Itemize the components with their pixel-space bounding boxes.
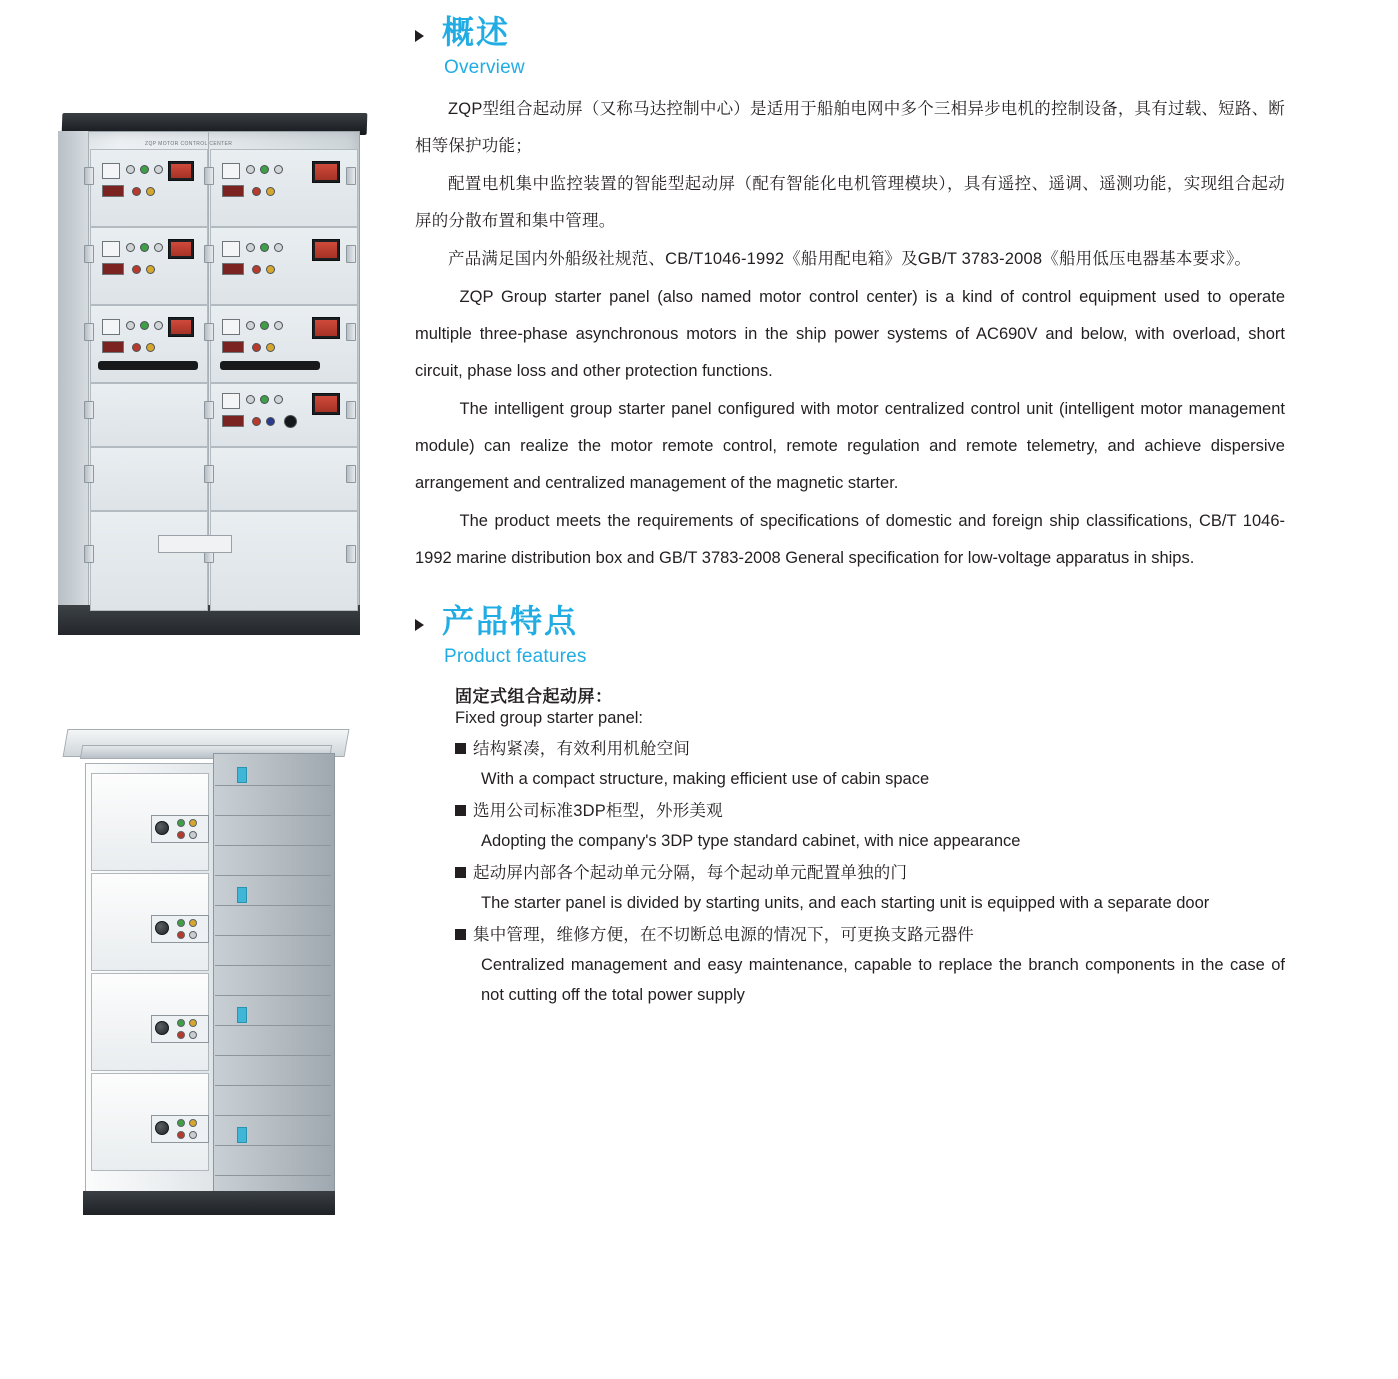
panel-hinge	[346, 323, 356, 341]
panel-lamp	[154, 243, 163, 252]
panel-lamp	[146, 265, 155, 274]
paragraph: ZQP型组合起动屏（又称马达控制中心）是适用于船舶电网中多个三相异步电机的控制设备，具有过载、短路、断相等保护功能；	[415, 99, 1285, 155]
panel-lamp	[260, 243, 269, 252]
paragraph: The intelligent group starter panel configured with motor centralized control unit (intelligent motor management module) can realize the motor remote control, remote regulation and remote telemetry, and achieve dispersive arrangement and centralized management of the magnetic starter.	[415, 399, 1285, 492]
panel-handle-bar	[220, 361, 320, 370]
panel-indicator-block	[222, 163, 240, 179]
cabinet-lamp	[177, 1131, 185, 1139]
panel-cell	[90, 511, 208, 611]
square-bullet-icon	[455, 867, 466, 878]
panel-lamp	[132, 187, 141, 196]
cabinet-lamp	[189, 831, 197, 839]
panel-meter	[312, 239, 340, 261]
feature-cn-row	[455, 734, 1285, 764]
content-column	[415, 0, 1285, 1012]
panel-button	[222, 341, 244, 353]
panel-lamp	[126, 165, 135, 174]
panel-indicator-block	[222, 241, 240, 257]
panel-hinge	[346, 545, 356, 563]
panel-indicator-block	[102, 163, 120, 179]
cabinet-lamp	[177, 819, 185, 827]
panel-indicator-block	[102, 319, 120, 335]
panel-hinge	[84, 545, 94, 563]
square-bullet-icon	[455, 805, 466, 816]
panel-hinge	[84, 401, 94, 419]
features-subtitle-cn: 固定式组合起动屏：	[455, 686, 613, 706]
panel-lamp	[266, 187, 275, 196]
features-subtitle-en: Fixed group starter panel:	[455, 708, 644, 727]
square-bullet-icon	[455, 929, 466, 940]
cabinet-side-rib	[215, 785, 331, 786]
paragraph: 产品满足国内外船级社规范、CB/T1046-1992《船用配电箱》及GB/T 3783-2008《船用低压电器基本要求》。	[448, 249, 1252, 268]
panel-hinge	[204, 167, 214, 185]
feature-text-en: With a compact structure, making efficient use of cabin space	[481, 769, 930, 788]
panel-lamp	[274, 321, 283, 330]
cabinet-side-rib	[215, 1025, 331, 1026]
panel-meter	[312, 161, 340, 183]
panel-hinge	[204, 465, 214, 483]
cabinet-side-rib	[215, 875, 331, 876]
section-header-overview	[415, 14, 1285, 79]
panel-lamp	[266, 417, 275, 426]
panel-lamp	[246, 321, 255, 330]
cabinet-lamp	[177, 1019, 185, 1027]
panel-lamp	[146, 187, 155, 196]
panel-lamp	[132, 265, 141, 274]
feature-text-en: The starter panel is divided by starting units, and each starting unit is equipped with a separate door	[481, 893, 1210, 912]
panel-indicator-block	[222, 393, 240, 409]
panel-handle-bar	[98, 361, 198, 370]
panel-hinge	[204, 401, 214, 419]
panel-hinge	[346, 401, 356, 419]
panel-lamp	[154, 321, 163, 330]
cabinet-base	[83, 1191, 335, 1215]
panel-cell	[210, 447, 358, 511]
cabinet-latch	[237, 887, 247, 903]
paragraph: The product meets the requirements of specifications of domestic and foreign ship classifications, CB/T 1046-1992 marine distribution box and GB/T 3783-2008 General specification for low-voltage apparatus in ships.	[415, 511, 1285, 567]
feature-text-cn: 集中管理，维修方便，在不切断总电源的情况下，可更换支路元器件	[473, 925, 974, 944]
paragraph: 配置电机集中监控装置的智能型起动屏（配有智能化电机管理模块），具有遥控、遥调、遥测功能，实现组合起动屏的分散布置和集中管理。	[415, 174, 1285, 230]
panel-cell	[90, 447, 208, 511]
cabinet-side-rib	[215, 1085, 331, 1086]
panel-lamp	[246, 243, 255, 252]
panel-lamp	[260, 395, 269, 404]
panel-lamp	[266, 343, 275, 352]
panel-button	[222, 415, 244, 427]
feature-text-en: Centralized management and easy maintenance, capable to replace the branch components in the case of not cutting off the total power supply	[481, 955, 1285, 1004]
panel-lamp	[140, 165, 149, 174]
panel-hinge	[84, 465, 94, 483]
panel-meter	[312, 317, 340, 339]
cabinet-side-rib	[215, 965, 331, 966]
section-title-cn: 产品特点	[442, 602, 579, 639]
section-title-en: Overview	[444, 56, 525, 78]
cabinet-side-rib	[215, 1175, 331, 1176]
cabinet-lamp	[189, 1031, 197, 1039]
cabinet-selector-knob	[155, 921, 169, 935]
panel-hinge	[204, 323, 214, 341]
panel-lamp	[126, 321, 135, 330]
panel-lamp	[252, 417, 261, 426]
feature-text-cn: 选用公司标准3DP柜型，外形美观	[473, 801, 723, 820]
panel-lamp	[252, 187, 261, 196]
cabinet-lamp	[189, 1019, 197, 1027]
panel-lamp	[274, 243, 283, 252]
panel-indicator-block	[102, 241, 120, 257]
feature-text-en: Adopting the company's 3DP type standard cabinet, with nice appearance	[481, 831, 1021, 850]
panel-cell	[210, 511, 358, 611]
panel-lamp	[140, 321, 149, 330]
panel-lamp	[246, 395, 255, 404]
feature-text-cn: 起动屏内部各个起动单元分隔，每个起动单元配置单独的门	[473, 863, 908, 882]
panel-hinge	[346, 167, 356, 185]
section-header-product-features	[415, 603, 1285, 668]
cabinet-lamp	[177, 1119, 185, 1127]
panel-lamp	[266, 265, 275, 274]
cabinet-side-rib	[215, 995, 331, 996]
panel-lamp	[132, 343, 141, 352]
panel-top-label: ZQP MOTOR CONTROL CENTER	[145, 141, 233, 147]
cabinet-lamp	[189, 931, 197, 939]
panel-lamp	[260, 321, 269, 330]
panel-lamp	[154, 165, 163, 174]
triangle-bullet-icon	[415, 619, 424, 631]
panel-hinge	[84, 167, 94, 185]
panel-button	[102, 263, 124, 275]
square-bullet-icon	[455, 743, 466, 754]
panel-lamp	[246, 165, 255, 174]
feature-item	[455, 858, 1285, 918]
panel-hinge	[346, 465, 356, 483]
panel-hinge	[346, 245, 356, 263]
overview-body	[415, 91, 1285, 577]
panel-cell	[90, 383, 208, 447]
cabinet-lamp	[177, 919, 185, 927]
panel-selector-knob	[284, 415, 297, 428]
cabinet-lamp	[189, 1131, 197, 1139]
product-features-body	[415, 682, 1285, 1010]
image-column	[0, 0, 400, 1379]
cabinet-side-rib	[215, 1145, 331, 1146]
feature-item	[455, 920, 1285, 1010]
panel-lamp	[252, 265, 261, 274]
panel-button	[222, 263, 244, 275]
cabinet-selector-knob	[155, 821, 169, 835]
cabinet-lamp	[177, 831, 185, 839]
cabinet-side-rib	[215, 935, 331, 936]
cabinet-selector-knob	[155, 1021, 169, 1035]
product-photo-fixed-starter-cabinet	[55, 715, 385, 1250]
product-photo-group-starter-panel	[40, 105, 380, 645]
panel-button	[102, 341, 124, 353]
cabinet-selector-knob	[155, 1121, 169, 1135]
panel-lamp	[274, 165, 283, 174]
cabinet-latch	[237, 767, 247, 783]
panel-meter	[312, 393, 340, 415]
cabinet-lamp	[189, 1119, 197, 1127]
cabinet-side-rib	[215, 1115, 331, 1116]
cabinet-side	[213, 753, 335, 1195]
cabinet-latch	[237, 1007, 247, 1023]
panel-button	[222, 185, 244, 197]
paragraph: ZQP Group starter panel (also named motor control center) is a kind of control equipment used to operate multiple three-phase asynchronous motors in the ship power systems of AC690V and below, with overload, short circuit, phase loss and other protection functions.	[415, 287, 1285, 380]
panel-indicator-block	[222, 319, 240, 335]
cabinet-latch	[237, 1127, 247, 1143]
cabinet-lamp	[189, 819, 197, 827]
panel-meter	[168, 239, 194, 259]
feature-cn-row	[455, 858, 1285, 888]
feature-item	[455, 796, 1285, 856]
panel-lamp	[260, 165, 269, 174]
cabinet-lamp	[177, 1031, 185, 1039]
feature-cn-row	[455, 920, 1285, 950]
panel-meter	[168, 161, 194, 181]
section-title-cn: 概述	[442, 14, 511, 50]
cabinet-side-rib	[215, 1055, 331, 1056]
feature-item	[455, 734, 1285, 794]
cabinet-side-rib	[215, 845, 331, 846]
panel-lamp	[274, 395, 283, 404]
panel-hinge	[84, 245, 94, 263]
feature-cn-row	[455, 796, 1285, 826]
cabinet-lamp	[177, 931, 185, 939]
panel-lamp	[146, 343, 155, 352]
triangle-bullet-icon	[415, 30, 424, 42]
cabinet-lamp	[189, 919, 197, 927]
cabinet-side-rib	[215, 905, 331, 906]
cabinet-side-rib	[215, 815, 331, 816]
feature-text-cn: 结构紧凑，有效利用机舱空间	[473, 739, 691, 758]
panel-button	[102, 185, 124, 197]
panel-lamp	[252, 343, 261, 352]
panel-lamp	[126, 243, 135, 252]
panel-nameplate	[158, 535, 232, 553]
panel-lamp	[140, 243, 149, 252]
section-title-en: Product features	[444, 645, 587, 667]
panel-hinge	[204, 245, 214, 263]
panel-hinge	[84, 323, 94, 341]
panel-meter	[168, 317, 194, 337]
panel-left-side	[58, 131, 89, 611]
